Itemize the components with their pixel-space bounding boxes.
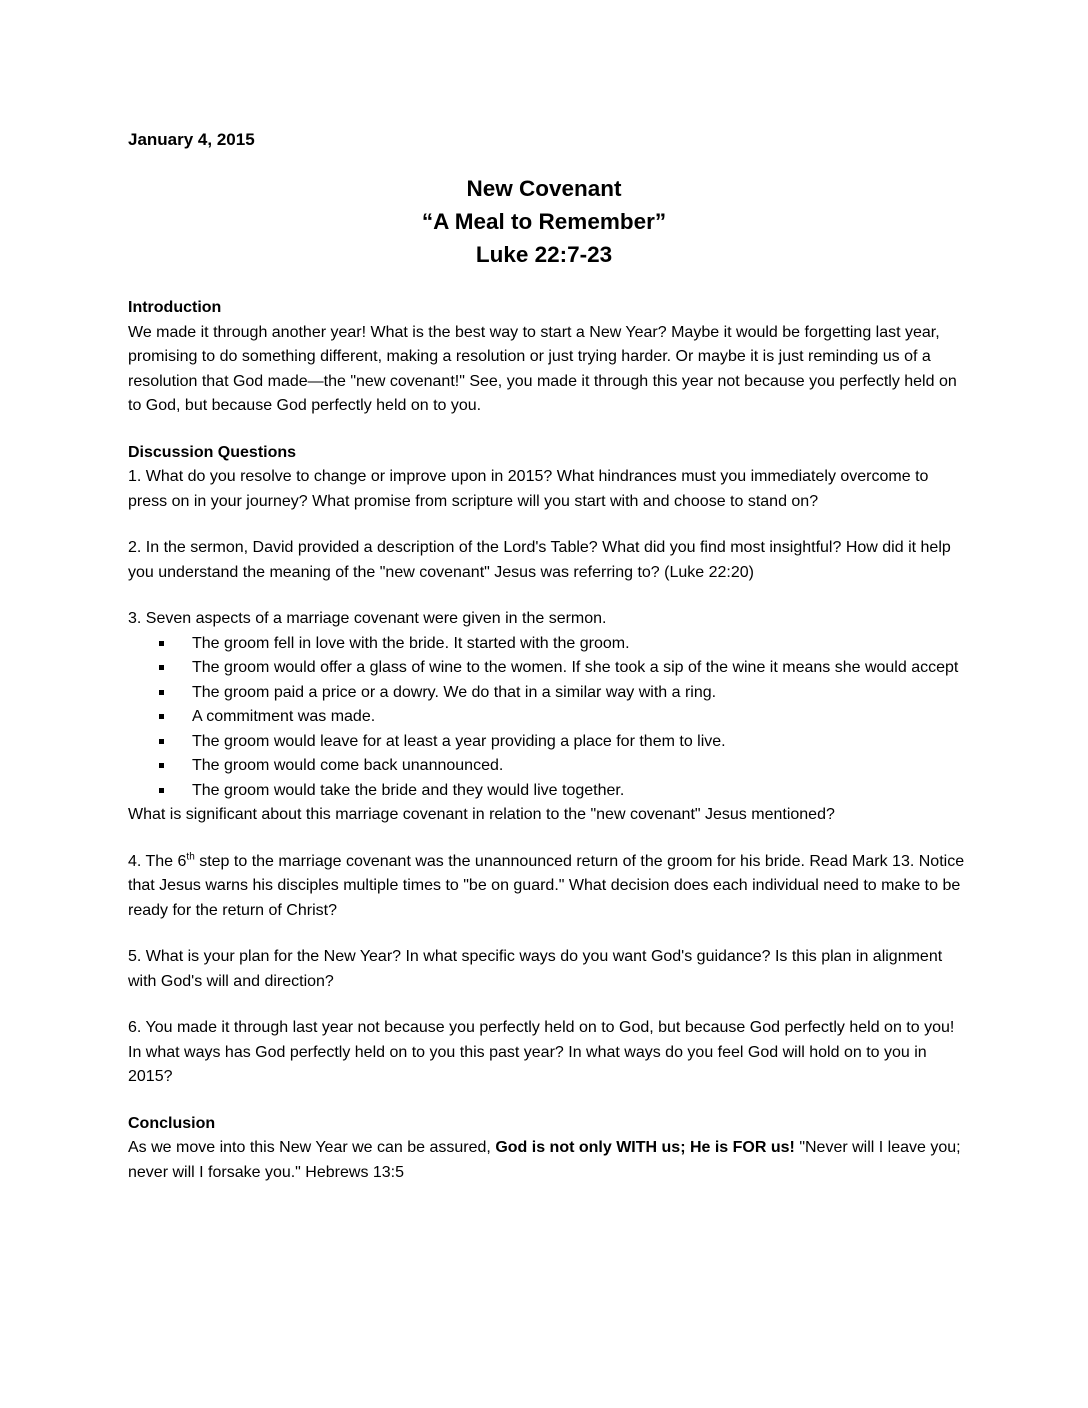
- title-line-3: Luke 22:7-23: [475, 242, 613, 267]
- list-item: [128, 779, 968, 804]
- bullet-icon: [159, 714, 164, 719]
- bullet-icon: [159, 690, 164, 695]
- spacer: [128, 994, 968, 1016]
- bullet-icon: [159, 788, 164, 793]
- introduction-text: We made it through another year! What is the best way to start a New Year? Maybe it would be forgetting last year, promising to do something different, making a resolution or just trying harder. Or maybe it is just reminding us of a resolution that God made—the "new covenant!" See, you made it through this year not because you perfectly held on to God, but because God perfectly held on to you.: [128, 323, 957, 414]
- list-item: [128, 632, 968, 657]
- discussion-heading: Discussion Questions: [128, 443, 297, 461]
- document-body: [128, 296, 968, 1185]
- list-item-text: A commitment was made.: [192, 708, 376, 725]
- spacer: [128, 828, 968, 850]
- title-line-2: “A Meal to Remember”: [421, 209, 667, 234]
- title-line-1: New Covenant: [466, 176, 622, 201]
- marriage-covenant-list: [128, 632, 968, 804]
- question-2: 2. In the sermon, David provided a description of the Lord's Table? What did you find most insightful? How did it help you understand the meaning of the "new covenant" Jesus was referring to? (Luke 22:20): [128, 539, 951, 581]
- bullet-icon: [159, 665, 164, 670]
- bullet-icon: [159, 763, 164, 768]
- question-3-intro: 3. Seven aspects of a marriage covenant were given in the sermon.: [128, 610, 607, 627]
- spacer: [128, 419, 968, 441]
- list-item-text: The groom would take the bride and they would live together.: [192, 781, 625, 799]
- conclusion-emphasis: God is not only WITH us; He is FOR us!: [495, 1139, 795, 1156]
- conclusion-text: [128, 1136, 968, 1185]
- list-item: [128, 705, 968, 730]
- list-item: [128, 656, 968, 681]
- spacer: [128, 585, 968, 607]
- spacer: [128, 923, 968, 945]
- bullet-icon: [159, 739, 164, 744]
- question-4-rest: step to the marriage covenant was the unannounced return of the groom for his bride. Read Mark 13. Notice that Jesus warns his disciples multiple times to "be on guard." What decision does each individual need to make to be ready for the return of Christ?: [128, 852, 965, 919]
- list-item: [128, 681, 968, 706]
- conclusion-text-start: As we move into this New Year we can be assured,: [128, 1139, 496, 1156]
- question-1: 1. What do you resolve to change or improve upon in 2015? What hindrances must you immediately overcome to press on in your journey? What promise from scripture will you start with and choose to stand on?: [128, 468, 929, 510]
- list-item: [128, 754, 968, 779]
- list-item-text: The groom would offer a glass of wine to the women. If she took a sip of the wine it means she would accept: [192, 659, 959, 676]
- document-date: January 4, 2015: [128, 130, 255, 149]
- question-5: 5. What is your plan for the New Year? In what specific ways do you want God's guidance? Is this plan in alignment with God's will and direction?: [128, 948, 943, 990]
- spacer: [128, 1090, 968, 1112]
- list-item-text: The groom paid a price or a dowry. We do that in a similar way with a ring.: [192, 683, 717, 701]
- list-item-text: The groom would come back unannounced.: [192, 757, 504, 774]
- introduction-heading: Introduction: [128, 299, 222, 316]
- list-item-text: The groom would leave for at least a year providing a place for them to live.: [192, 732, 726, 750]
- question-4-start: 4. The 6: [128, 852, 187, 870]
- question-6: 6. You made it through last year not because you perfectly held on to God, but because God perfectly held on to you! In what ways has God perfectly held on to you this past year? In what ways do you feel God will hold on to you in 2015?: [128, 1019, 955, 1085]
- list-item-text: The groom fell in love with the bride. It started with the groom.: [192, 634, 630, 652]
- conclusion-text-end: "Never will I leave you; never will I forsake you." Hebrews 13:5: [128, 1139, 961, 1181]
- bullet-icon: [159, 641, 164, 646]
- question-3-followup: What is significant about this marriage covenant in relation to the "new covenant" Jesus mentioned?: [128, 806, 835, 823]
- ordinal-suffix: th: [186, 851, 195, 863]
- conclusion-heading: Conclusion: [128, 1114, 216, 1132]
- title-block: [0, 172, 1088, 271]
- question-4: [128, 850, 968, 924]
- spacer: [128, 514, 968, 536]
- list-item: [128, 730, 968, 755]
